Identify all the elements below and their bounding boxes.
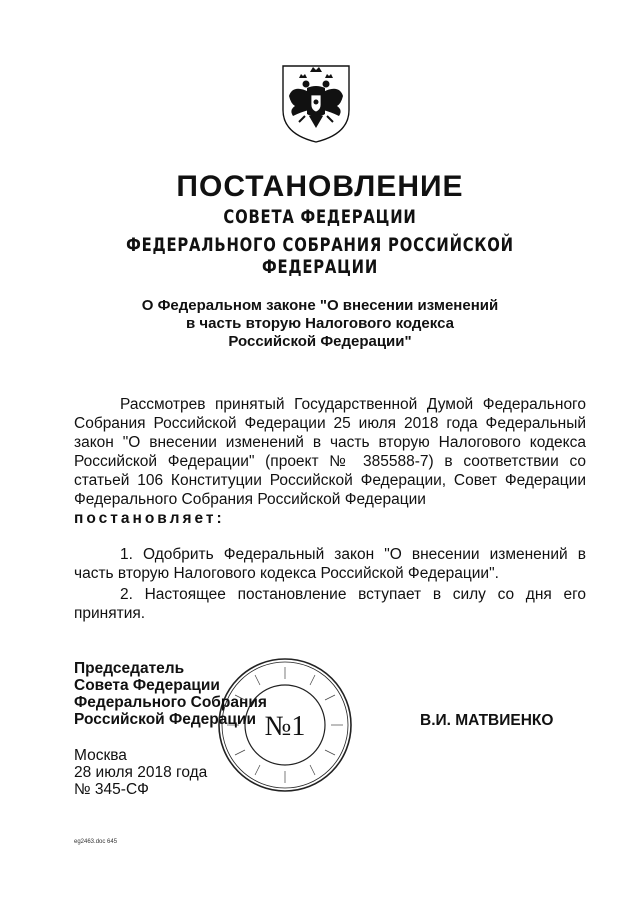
issuer-line-1: СОВЕТА ФЕДЕРАЦИИ <box>223 206 417 228</box>
issue-details <box>74 747 207 798</box>
resolves-word: постановляет: <box>74 510 225 527</box>
issue-place: Москва <box>74 747 127 764</box>
seal-number: №1 <box>264 711 306 742</box>
signatory-name: В.И. МАТВИЕНКО <box>420 712 554 729</box>
resolution-item-2: 2. Настоящее постановление вступает в силу со дня его принятия. <box>74 586 586 622</box>
coat-of-arms-icon <box>279 62 353 144</box>
resolution-item-1: 1. Одобрить Федеральный закон "О внесении изменений в часть вторую Налогового кодекса Российской Федерации". <box>74 546 586 582</box>
position-line: Федерального Собрания <box>74 694 267 711</box>
document-subject <box>60 297 580 351</box>
position-line: Председатель <box>74 660 185 677</box>
document-number: № 345-СФ <box>74 781 149 798</box>
file-footer: eg2463.doc 645 <box>74 839 118 845</box>
issuer-line-2: ФЕДЕРАЛЬНОГО СОБРАНИЯ РОССИЙСКОЙ ФЕДЕРАЦИИ <box>126 234 514 278</box>
subject-line: О Федеральном законе "О внесении изменений <box>141 297 499 314</box>
signatory-position <box>74 660 267 728</box>
subject-line: Российской Федерации" <box>228 333 412 350</box>
preamble-paragraph <box>74 395 586 528</box>
subject-line: в часть вторую Налогового кодекса <box>186 315 454 332</box>
position-line: Российской Федерации <box>74 711 256 728</box>
document-title: ПОСТАНОВЛЕНИЕ <box>176 170 464 203</box>
position-line: Совета Федерации <box>74 677 220 694</box>
issue-date: 28 июля 2018 года <box>74 764 208 781</box>
preamble-text: Рассмотрев принятый Государственной Думой Федерального Собрания Российской Федерации 25 июля 2018 года Федеральный закон "О внесении изменений в часть вторую Налогового кодекса Российской Федерации" (проект № 385588-7) в соответствии со статьей 106 Конституции Российской Федерации, Совет Федерации Федерального Собрания Российской Федерации <box>74 396 586 508</box>
